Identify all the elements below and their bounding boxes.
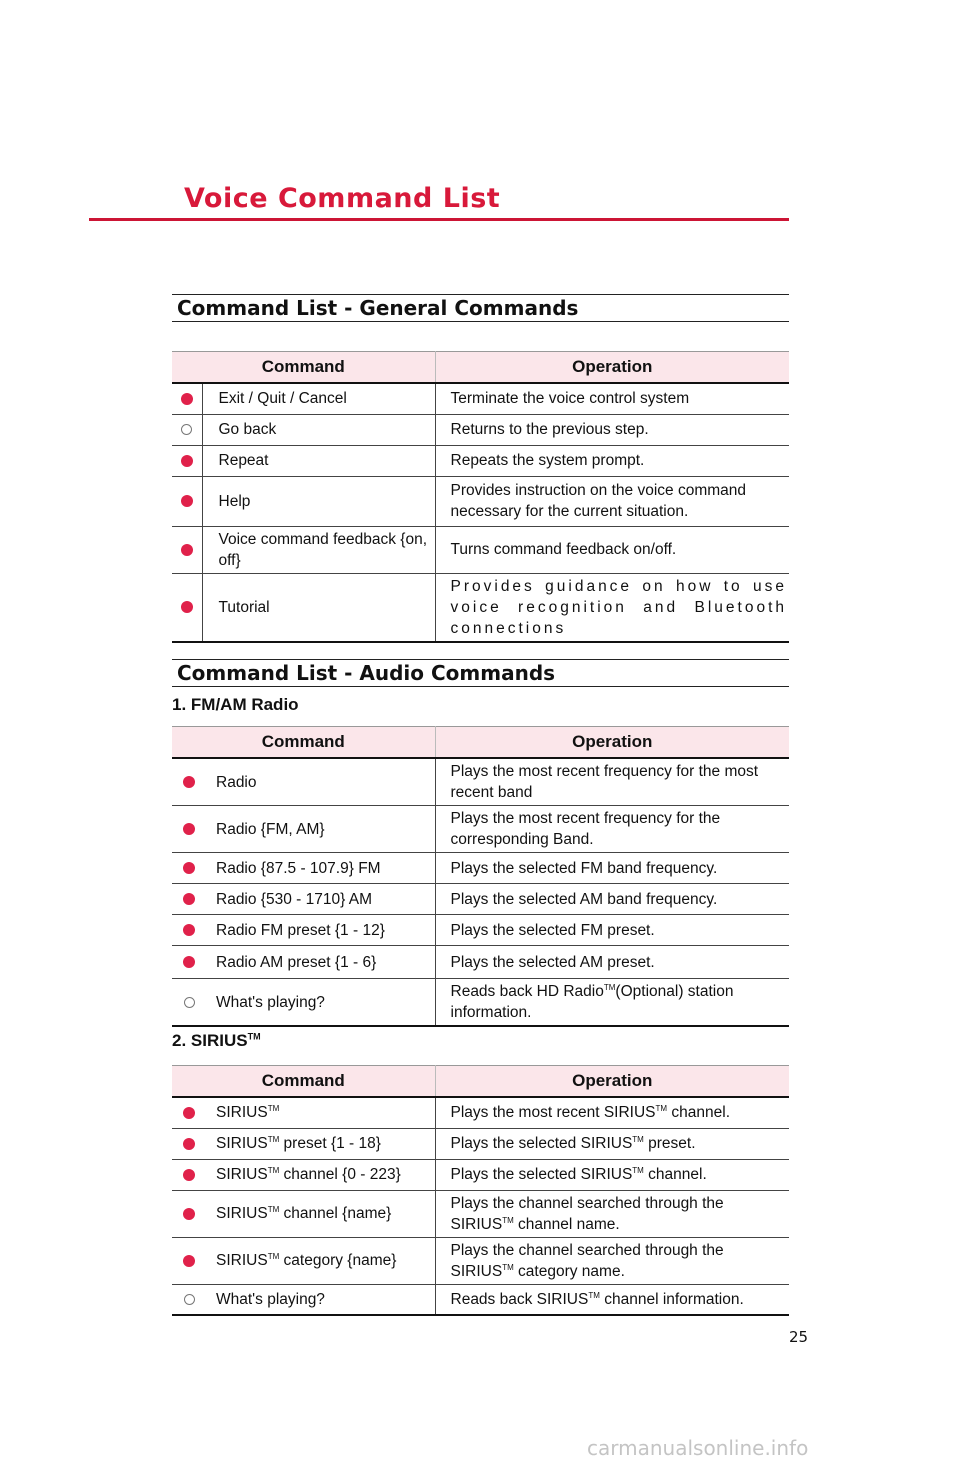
bullet-filled-icon (172, 915, 206, 946)
table-row (172, 758, 789, 806)
table-row (172, 1159, 789, 1190)
column-header-command: Command (172, 1066, 435, 1098)
operation-cell: Provides instruction on the voice command necessary for the current situation. (435, 476, 789, 526)
bullet-filled-icon (172, 884, 206, 915)
table-header-row (172, 352, 789, 384)
command-cell: Tutorial (202, 573, 435, 642)
bullet-filled-icon (172, 758, 206, 806)
watermark: carmanualsonline.info (587, 1436, 809, 1460)
command-cell: Radio {87.5 - 107.9} FM (206, 853, 435, 884)
operation-cell: Returns to the previous step. (435, 414, 789, 445)
command-cell: Go back (202, 414, 435, 445)
column-header-operation: Operation (435, 352, 789, 384)
page-number: 25 (789, 1328, 809, 1346)
bullet-filled-icon (172, 806, 206, 853)
bullet-empty-icon (172, 979, 206, 1027)
column-header-command: Command (172, 727, 435, 759)
operation-cell: Plays the selected FM preset. (435, 915, 789, 946)
sirius-subheading (172, 1031, 261, 1051)
trademark-mark: TM (603, 982, 616, 992)
operation-text: Reads back HD Radio (450, 983, 604, 1000)
table-row (172, 1190, 789, 1237)
audio-section-heading (172, 659, 789, 687)
fm-am-commands-table (172, 726, 789, 1027)
operation-cell: Plays the selected SIRIUS™ preset. (435, 1128, 789, 1159)
operation-cell: Terminate the voice control system (435, 383, 789, 414)
table-row (172, 884, 789, 915)
command-cell: What's playing? (206, 1284, 435, 1315)
command-cell: Radio {530 - 1710} AM (206, 884, 435, 915)
operation-cell: Turns command feedback on/off. (435, 526, 789, 573)
table-row (172, 1284, 789, 1315)
bullet-filled-icon (172, 445, 202, 476)
command-cell: SIRIUS™ channel {name} (206, 1190, 435, 1237)
audio-heading-text: Command List - Audio Commands (177, 661, 556, 685)
operation-text: Provides guidance on how to use voice recognition and Bluetooth connections (450, 577, 787, 637)
bullet-filled-icon (172, 476, 202, 526)
bullet-filled-icon (172, 946, 206, 979)
general-heading-text: Command List - General Commands (177, 296, 579, 320)
command-cell: SIRIUS™ category {name} (206, 1237, 435, 1284)
general-section-heading (172, 294, 789, 322)
operation-cell (435, 979, 789, 1027)
operation-cell: Plays the selected AM band frequency. (435, 884, 789, 915)
general-commands-table (172, 351, 789, 643)
bullet-filled-icon (172, 1159, 206, 1190)
table-header-row (172, 1066, 789, 1098)
bullet-filled-icon (172, 853, 206, 884)
command-cell: SIRIUS™ (206, 1097, 435, 1128)
operation-cell: Plays the channel searched through the SIRIUS™ channel name. (435, 1190, 789, 1237)
column-header-operation: Operation (435, 1066, 789, 1098)
table-row (172, 1237, 789, 1284)
table-row (172, 445, 789, 476)
table-row (172, 573, 789, 642)
bullet-filled-icon (172, 1128, 206, 1159)
table-row (172, 806, 789, 853)
command-cell: Radio {FM, AM} (206, 806, 435, 853)
bullet-filled-icon (172, 1237, 206, 1284)
command-cell: Exit / Quit / Cancel (202, 383, 435, 414)
command-cell: Radio AM preset {1 - 6} (206, 946, 435, 979)
operation-cell: Plays the most recent frequency for the corresponding Band. (435, 806, 789, 853)
table-row (172, 1097, 789, 1128)
command-cell: SIRIUS™ preset {1 - 18} (206, 1128, 435, 1159)
trademark-mark: TM (247, 1031, 261, 1042)
operation-text: (Optional) station information. (450, 983, 734, 1021)
table-row (172, 853, 789, 884)
command-cell: What's playing? (206, 979, 435, 1027)
page-title: Voice Command List (184, 183, 501, 214)
table-header-row (172, 727, 789, 759)
operation-cell: Plays the most recent frequency for the most recent band (435, 758, 789, 806)
bullet-empty-icon (172, 414, 202, 445)
table-row (172, 383, 789, 414)
bullet-filled-icon (172, 526, 202, 573)
title-rule (89, 218, 789, 221)
operation-cell: Repeats the system prompt. (435, 445, 789, 476)
operation-cell (435, 573, 789, 642)
bullet-filled-icon (172, 1097, 206, 1128)
operation-cell: Plays the selected SIRIUS™ channel. (435, 1159, 789, 1190)
table-row (172, 946, 789, 979)
command-cell: Help (202, 476, 435, 526)
command-cell: Voice command feedback {on, off} (202, 526, 435, 573)
sirius-subheading-text: 2. SIRIUS (172, 1031, 248, 1050)
table-row (172, 526, 789, 573)
table-row (172, 915, 789, 946)
column-header-command: Command (172, 352, 435, 384)
fm-am-subheading: 1. FM/AM Radio (172, 695, 299, 714)
bullet-filled-icon (172, 383, 202, 414)
table-row (172, 979, 789, 1027)
operation-cell: Plays the most recent SIRIUS™ channel. (435, 1097, 789, 1128)
operation-cell: Plays the channel searched through the SIRIUS™ category name. (435, 1237, 789, 1284)
sirius-commands-table (172, 1065, 789, 1316)
command-cell: Repeat (202, 445, 435, 476)
bullet-filled-icon (172, 573, 202, 642)
operation-cell: Plays the selected FM band frequency. (435, 853, 789, 884)
bullet-filled-icon (172, 1190, 206, 1237)
command-cell: Radio (206, 758, 435, 806)
table-row (172, 1128, 789, 1159)
table-row (172, 476, 789, 526)
command-cell: Radio FM preset {1 - 12} (206, 915, 435, 946)
command-cell: SIRIUS™ channel {0 - 223} (206, 1159, 435, 1190)
column-header-operation: Operation (435, 727, 789, 759)
table-row (172, 414, 789, 445)
bullet-empty-icon (172, 1284, 206, 1315)
operation-cell: Plays the selected AM preset. (435, 946, 789, 979)
operation-cell: Reads back SIRIUS™ channel information. (435, 1284, 789, 1315)
